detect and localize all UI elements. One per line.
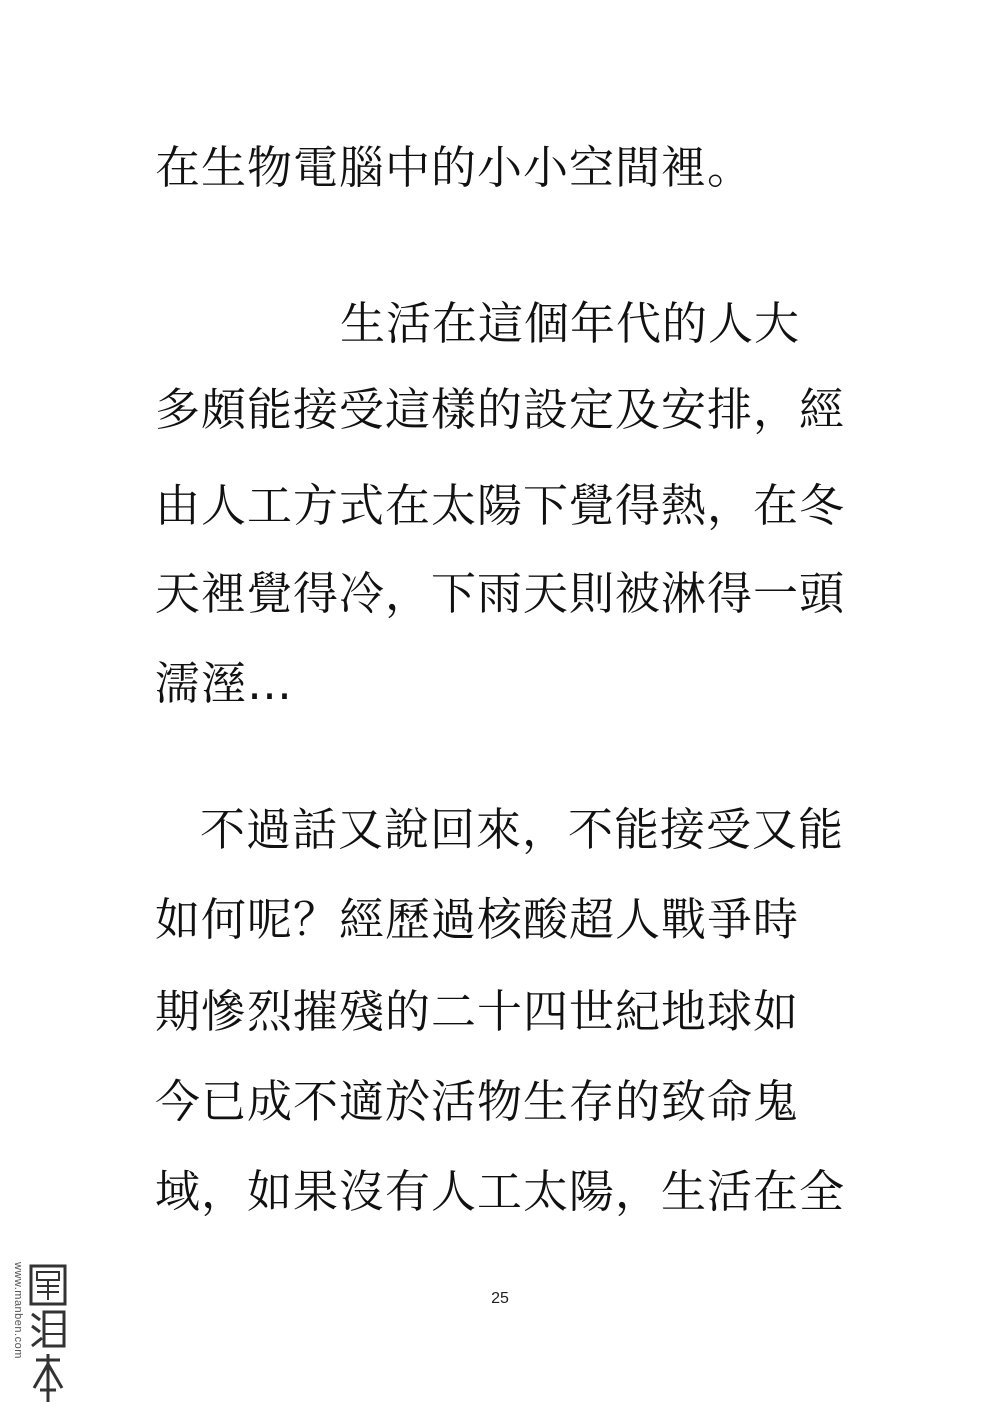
text-line-1: 在生物電腦中的小小空間裡。 [155,141,754,194]
text-line-3: 多頗能接受這樣的設定及安排，經 [155,383,846,436]
text-line-9: 期慘烈摧殘的二十四世紀地球如 [155,985,800,1038]
watermark-logo [28,1262,68,1407]
text-line-7: 不過話又說回來，不能接受又能 [200,803,845,856]
text-line-10: 今已成不適於活物生存的致命鬼 [155,1075,800,1128]
text-line-5: 天裡覺得冷，下雨天則被淋得一頭 [155,567,846,620]
text-line-6: 濡溼… [155,657,294,710]
text-line-11: 域，如果沒有人工太陽，生活在全 [155,1165,846,1218]
site-watermark [6,1262,68,1407]
text-line-4: 由人工方式在太陽下覺得熱，在冬 [155,479,846,532]
text-line-8: 如何呢？經歷過核酸超人戰爭時 [155,893,800,946]
page-number: 25 [491,1290,509,1307]
text-line-2: 生活在這個年代的人大 [340,297,801,350]
watermark-url: www.manben.com [12,1262,24,1359]
